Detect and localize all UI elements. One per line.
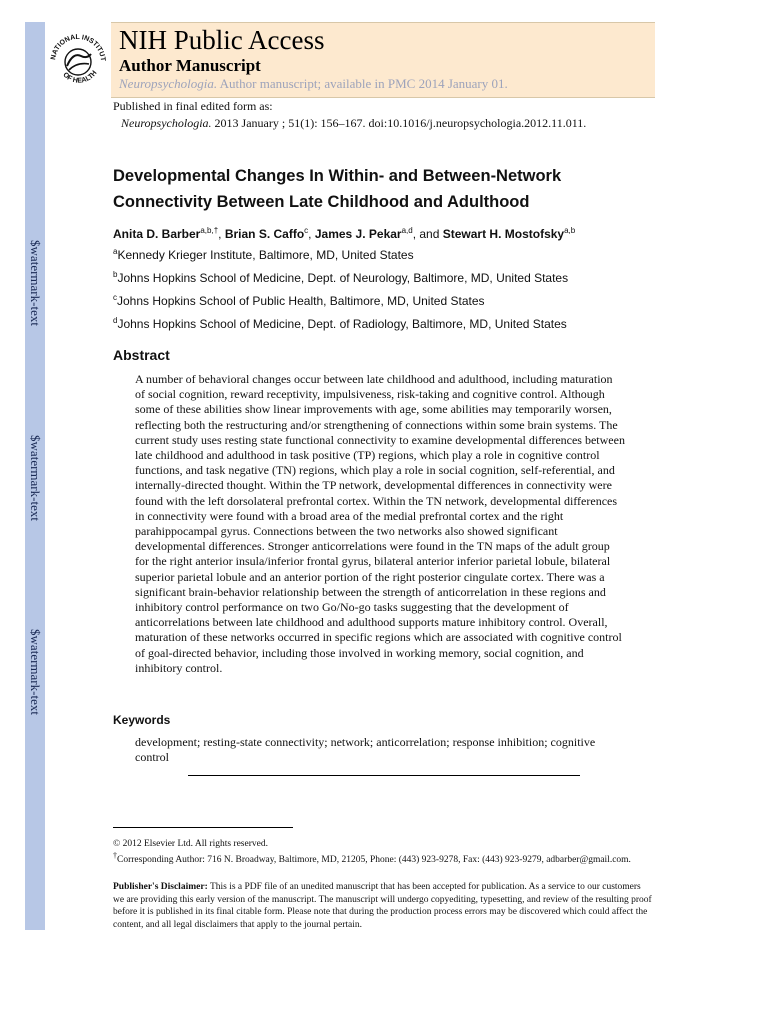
disclaimer-label: Publisher's Disclaimer:	[113, 882, 208, 892]
affiliation-sup: b	[113, 270, 118, 279]
corresponding-author-note	[113, 850, 653, 867]
author-name: Brian S. Caffo	[224, 227, 305, 241]
paper-title-line2: Connectivity Between Late Childhood and Adulthood	[113, 193, 530, 211]
nih-seal-icon	[45, 22, 111, 96]
published-citation	[113, 115, 586, 132]
author-separator: ,	[308, 227, 315, 241]
banner-subtitle: Author Manuscript	[119, 56, 261, 75]
logo-bottom-text: OF HEALTH	[61, 69, 99, 85]
affiliation	[113, 248, 414, 262]
author-list	[113, 227, 575, 241]
watermark-text: $watermark-text	[28, 629, 43, 715]
published-journal: Neuropsychologia.	[121, 116, 212, 130]
author-name: James J. Pekar	[314, 227, 402, 241]
author-affil-sup: a,b	[564, 226, 576, 235]
affiliation	[113, 317, 567, 331]
affiliation-sup: c	[113, 293, 117, 302]
paper-title-line1: Developmental Changes In Within- and Between-Network	[113, 167, 562, 185]
watermark-text: $watermark-text	[28, 435, 43, 521]
svg-text:OF HEALTH	[61, 70, 98, 85]
footnote-divider	[113, 827, 293, 828]
paper-title	[113, 163, 653, 215]
publisher-disclaimer	[113, 881, 653, 931]
author-name: Stewart H. Mostofsky	[442, 227, 565, 241]
banner-availability	[119, 76, 508, 92]
corresponding-author-text: Corresponding Author: 716 N. Broadway, Baltimore, MD, 21205, Phone: (443) 923-9278, Fax: (443) 923-9279, adbarber@gmail.com.	[117, 855, 631, 865]
author-affil-sup: c	[304, 226, 309, 235]
author-separator: ,	[218, 227, 225, 241]
disclaimer-text: This is a PDF file of an unedited manuscript that has been accepted for publication. As a service to our customers we are providing this early version of the manuscript. The manuscript will undergo copyediting, typesetting, and review of the resulting proof before it is published in its final citable form. Please note that during the production process errors may be discovered which could affect the content, and all legal disclaimers that apply to the journal pertain.	[113, 882, 652, 930]
published-citation-text: 2013 January ; 51(1): 156–167. doi:10.1016/j.neuropsychologia.2012.11.011.	[214, 116, 587, 130]
affiliation-text: Johns Hopkins School of Public Health, Baltimore, MD, United States	[117, 294, 485, 308]
published-in	[113, 98, 586, 132]
banner-journal: Neuropsychologia.	[119, 76, 218, 91]
nih-banner	[111, 22, 655, 98]
watermark-text: $watermark-text	[28, 240, 43, 326]
abstract-body: A number of behavioral changes occur between late childhood and adulthood, including maturation of social cognition, reward receptivity, impulsiveness, risk-taking and cognitive control. Although some of these abilities show linear improvements with age, some abilities may temporarily worsen, reflecting both the restructuring and/or strengthening of connections within some brain systems. The current study uses resting state functional connectivity to examine developmental differences between late childhood and adulthood in task positive (TP) regions, which play a role in cognitive control functions, and task negative (TN) regions, which play a role in social cognition, self-referential, and internally-directed thought. Within the TP network, developmental differences in connectivity were found with the left dorsolateral prefrontal cortex. Within the TN network, developmental differences in connectivity were found with a broad area of the medial prefrontal cortex and the right parahippocampal gyrus. Connections between the two networks also showed significant developmental differences. Stronger anticorrelations were found in the TN maps of the adult group for the right anterior insula/inferior frontal gyrus, bilateral anterior inferior parietal lobule, bilateral superior parietal lobule and an anterior portion of the right posterior cingulate cortex. There was a significant brain-behavior relationship between the strength of anticorrelation in these regions and inhibitory control performance on two Go/No-go tasks suggesting that the development of anticorrelations between late childhood and adulthood supports mature inhibitory control. Overall, maturation of these networks occurred in specific regions which are associated with cognitive control of goal-directed behavior, including those involved in working memory, social cognition, and inhibitory control.	[135, 372, 625, 675]
affiliation-text: Johns Hopkins School of Medicine, Dept. of Neurology, Baltimore, MD, United States	[117, 271, 569, 285]
corresponding-mark: †	[113, 850, 117, 860]
keywords-list: development; resting-state connectivity; network; anticorrelation; response inhibition; cognitive control	[135, 735, 596, 765]
affiliation	[113, 294, 485, 308]
author-affil-sup: a,b,†	[200, 226, 219, 235]
banner-availability-text: Author manuscript; available in PMC 2014 January 01.	[219, 76, 508, 91]
banner-title: NIH Public Access	[119, 25, 325, 55]
keywords-heading: Keywords	[113, 713, 171, 727]
section-divider	[188, 775, 580, 776]
author-affil-sup: a,d	[401, 226, 413, 235]
affiliation	[113, 271, 568, 285]
affiliation-text: Kennedy Krieger Institute, Baltimore, MD, United States	[117, 248, 414, 262]
copyright-note: © 2012 Elsevier Ltd. All rights reserved.	[113, 839, 268, 849]
author-separator: , and	[412, 227, 443, 241]
abstract-heading: Abstract	[113, 347, 170, 363]
nih-logo	[45, 22, 111, 96]
author-name: Anita D. Barber	[113, 227, 201, 241]
published-label: Published in final edited form as:	[113, 99, 273, 113]
logo-top-text: NATIONAL INSTITUT	[50, 33, 107, 62]
affiliation-sup: a	[113, 247, 118, 256]
affiliation-text: Johns Hopkins School of Medicine, Dept. of Radiology, Baltimore, MD, United States	[117, 317, 567, 331]
affiliation-sup: d	[113, 316, 118, 325]
